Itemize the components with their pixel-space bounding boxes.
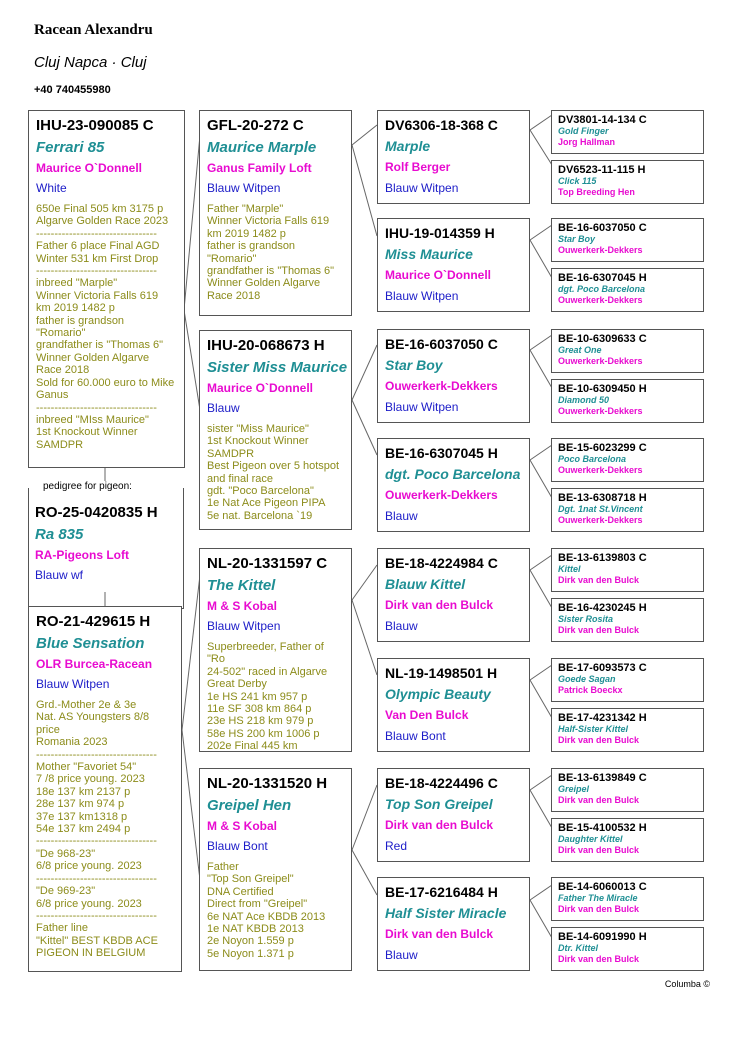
grandparent-card[interactable]: [199, 548, 352, 752]
pedigree-label: pedigree for pigeon:: [40, 481, 135, 492]
grandparent-color: Blauw Witpen: [207, 181, 281, 195]
gg-grandparent-name: Kittel: [558, 564, 581, 574]
great-grandparent-card[interactable]: [377, 218, 530, 312]
great-grandparent-ring: BE-16-6307045 H: [385, 445, 498, 461]
great-grandparent-breeder: Van Den Bulck: [385, 708, 469, 722]
great-grandparent-card[interactable]: [377, 329, 530, 423]
father-name: Ferrari 85: [36, 139, 105, 156]
gg-grandparent-breeder: Dirk van den Bulck: [558, 795, 640, 805]
mother-name: Blue Sensation: [36, 635, 145, 652]
gg-grandparent-ring: BE-14-6091990 H: [558, 931, 647, 943]
great-grandparent-color: Blauw Witpen: [385, 181, 459, 195]
great-grandparent-card[interactable]: [377, 548, 530, 642]
great-grandparent-name: Olympic Beauty: [385, 686, 491, 702]
gg-grandparent-card[interactable]: [551, 268, 704, 312]
owner-city: Cluj Napca · Cluj: [34, 54, 147, 71]
gg-grandparent-breeder: Dirk van den Bulck: [558, 845, 640, 855]
gg-grandparent-breeder: Dirk van den Bulck: [558, 954, 640, 964]
gg-grandparent-breeder: Dirk van den Bulck: [558, 625, 640, 635]
gg-grandparent-name: Goede Sagan: [558, 674, 616, 684]
great-grandparent-color: Blauw: [385, 619, 418, 633]
gg-grandparent-card[interactable]: [551, 548, 704, 592]
gg-grandparent-name: Diamond 50: [558, 395, 610, 405]
father-breeder: Maurice O`Donnell: [36, 161, 143, 175]
grandparent-card[interactable]: [199, 110, 352, 316]
great-grandparent-name: Blauw Kittel: [385, 576, 466, 592]
great-grandparent-breeder: Dirk van den Bulck: [385, 598, 494, 612]
grandparent-name: The Kittel: [207, 577, 276, 594]
grandparent-breeder: M & S Kobal: [207, 599, 278, 613]
gg-grandparent-name: Poco Barcelona: [558, 454, 627, 464]
gg-grandparent-ring: BE-16-6307045 H: [558, 272, 647, 284]
mother-color: Blauw Witpen: [36, 677, 110, 691]
gg-grandparent-ring: BE-14-6060013 C: [558, 881, 647, 893]
great-grandparent-ring: IHU-19-014359 H: [385, 225, 495, 241]
great-grandparent-breeder: Dirk van den Bulck: [385, 927, 494, 941]
great-grandparent-ring: BE-17-6216484 H: [385, 884, 498, 900]
footer-credit: Columba ©: [664, 979, 710, 989]
gg-grandparent-name: Half-Sister Kittel: [558, 724, 629, 734]
great-grandparent-color: Blauw: [385, 948, 418, 962]
subject-card[interactable]: [28, 498, 182, 592]
great-grandparent-card[interactable]: [377, 877, 530, 971]
gg-grandparent-card[interactable]: [551, 927, 704, 971]
grandparent-breeder: Maurice O`Donnell: [207, 381, 314, 395]
mother-ring: RO-21-429615 H: [36, 613, 151, 630]
gg-grandparent-breeder: Patrick Boeckx: [558, 685, 623, 695]
great-grandparent-ring: DV6306-18-368 C: [385, 117, 498, 133]
gg-grandparent-name: Greipel: [558, 784, 590, 794]
great-grandparent-name: Half Sister Miracle: [385, 905, 507, 921]
grandparent-breeder: M & S Kobal: [207, 819, 278, 833]
great-grandparent-name: Top Son Greipel: [385, 796, 493, 812]
grandparent-notes: Father "Top Son Greipel" DNA Certified Direct from "Greipel" 6e NAT Ace KBDB 2013 1e NAT KBDB 2013 2e Noyon 1.559 p 5e Noyon 1.371 p: [207, 861, 326, 960]
gg-grandparent-name: Sister Rosita: [558, 614, 614, 624]
grandparent-breeder: Ganus Family Loft: [207, 161, 312, 175]
great-grandparent-color: Blauw Witpen: [385, 289, 459, 303]
gg-grandparent-name: Dtr. Kittel: [558, 943, 599, 953]
subject-ring: RO-25-0420835 H: [35, 504, 158, 521]
great-grandparent-color: Red: [385, 839, 408, 853]
gg-grandparent-name: dgt. Poco Barcelona: [558, 284, 646, 294]
gg-grandparent-ring: BE-17-6093573 C: [558, 662, 647, 674]
great-grandparent-ring: NL-19-1498501 H: [385, 665, 498, 681]
gg-grandparent-card[interactable]: [551, 598, 704, 642]
gg-grandparent-card[interactable]: [551, 329, 704, 373]
great-grandparent-ring: BE-18-4224984 C: [385, 555, 498, 571]
gg-grandparent-ring: BE-13-6139803 C: [558, 552, 647, 564]
gg-grandparent-ring: BE-15-4100532 H: [558, 822, 647, 834]
gg-grandparent-card[interactable]: [551, 768, 704, 812]
gg-grandparent-card[interactable]: [551, 438, 704, 482]
subject-breeder: RA-Pigeons Loft: [35, 548, 129, 562]
owner-name: Racean Alexandru: [34, 22, 153, 38]
gg-grandparent-breeder: Dirk van den Bulck: [558, 735, 640, 745]
great-grandparent-breeder: Ouwerkerk-Dekkers: [385, 379, 498, 393]
grandparent-name: Sister Miss Maurice: [207, 359, 348, 376]
grandparent-name: Greipel Hen: [207, 797, 292, 814]
great-grandparent-name: dgt. Poco Barcelona: [385, 466, 521, 482]
gg-grandparent-ring: BE-16-4230245 H: [558, 602, 647, 614]
gg-grandparent-name: Star Boy: [558, 234, 596, 244]
mother-notes: Grd.-Mother 2e & 3e Nat. AS Youngsters 8/8 price Romania 2023 --------------------------------- Mother "Favoriet 54" 7 /8 price young. 2023 18e 137 km 2137 p 28e 137 km 974 p 37e 137 km1318 p 54e 137 km 2494 p --------------------------------- "De 968-23" 6/8 price young. 2023 --------------------------------- "De 969-23" 6/8 price young. 2023 --------------------------------- Father line "Kittel" BEST KBDB ACE PIGEON IN BELGIUM: [36, 699, 158, 960]
great-grandparent-card[interactable]: [377, 768, 530, 862]
gg-grandparent-ring: BE-10-6309633 C: [558, 333, 647, 345]
grandparent-ring: GFL-20-272 C: [207, 117, 304, 134]
gg-grandparent-card[interactable]: [551, 379, 704, 423]
gg-grandparent-breeder: Ouwerkerk-Dekkers: [558, 356, 643, 366]
father-card[interactable]: [28, 110, 185, 468]
gg-grandparent-ring: DV6523-11-115 H: [558, 164, 646, 176]
gg-grandparent-name: Father The Miracle: [558, 893, 638, 903]
gg-grandparent-breeder: Dirk van den Bulck: [558, 575, 640, 585]
gg-grandparent-card[interactable]: [551, 877, 704, 921]
subject-color: Blauw wf: [35, 568, 84, 582]
gg-grandparent-breeder: Ouwerkerk-Dekkers: [558, 245, 643, 255]
gg-grandparent-card[interactable]: [551, 488, 704, 532]
grandparent-notes: sister "Miss Maurice" 1st Knockout Winner SAMDPR Best Pigeon over 5 hotspot and final race gdt. "Poco Barcelona" 1e Nat Ace Pigeon PIPA 5e nat. Barcelona `19: [207, 423, 340, 522]
gg-grandparent-name: Dgt. 1nat St.Vincent: [558, 504, 643, 514]
great-grandparent-name: Marple: [385, 138, 431, 154]
gg-grandparent-breeder: Ouwerkerk-Dekkers: [558, 295, 643, 305]
great-grandparent-breeder: Ouwerkerk-Dekkers: [385, 488, 498, 502]
gg-grandparent-name: Daughter Kittel: [558, 834, 623, 844]
gg-grandparent-ring: BE-16-6037050 C: [558, 222, 647, 234]
great-grandparent-breeder: Dirk van den Bulck: [385, 818, 494, 832]
mother-breeder: OLR Burcea-Racean: [36, 657, 153, 671]
grandparent-color: Blauw Witpen: [207, 619, 281, 633]
grandparent-notes: Superbreeder, Father of "Ro 24-502" raced in Algarve Great Derby 1e HS 241 km 957 p 11e SF 308 km 864 p 23e HS 218 km 979 p 58e HS 200 km 1006 p 202e Final 445 km: [207, 641, 328, 752]
gg-grandparent-ring: BE-13-6308718 H: [558, 492, 647, 504]
grandparent-ring: NL-20-1331520 H: [207, 775, 328, 792]
gg-grandparent-card[interactable]: [551, 160, 704, 204]
gg-grandparent-breeder: Ouwerkerk-Dekkers: [558, 515, 643, 525]
father-notes: 650e Final 505 km 3175 p Algarve Golden Race 2023 --------------------------------- Father 6 place Final AGD Winter 531 km First Drop --------------------------------- inbreed "Marple" Winner Victoria Falls 619 km 2019 1482 p father is grandson "Romario" grandfather is "Thomas 6" Winner Golden Algarve Race 2018 Sold for 60.000 euro to Mike Ganus --------------------------------- inbreed "MIss Maurice" 1st Knockout Winner SAMDPR: [36, 203, 175, 451]
grandparent-notes: Father "Marple" Winner Victoria Falls 619 km 2019 1482 p father is grandson "Romario" grandfather is "Thomas 6" Winner Golden Algarve Race 2018: [207, 203, 335, 302]
father-ring: IHU-23-090085 C: [36, 117, 154, 134]
great-grandparent-breeder: Maurice O`Donnell: [385, 268, 492, 282]
gg-grandparent-ring: DV3801-14-134 C: [558, 114, 647, 126]
gg-grandparent-name: Gold Finger: [558, 126, 609, 136]
great-grandparent-ring: BE-16-6037050 C: [385, 336, 498, 352]
gg-grandparent-ring: BE-15-6023299 C: [558, 442, 647, 454]
great-grandparent-name: Star Boy: [385, 357, 443, 373]
gg-grandparent-ring: BE-10-6309450 H: [558, 383, 647, 395]
grandparent-card[interactable]: [199, 768, 352, 971]
gg-grandparent-card[interactable]: [551, 658, 704, 702]
gg-grandparent-breeder: Top Breeding Hen: [558, 187, 635, 197]
gg-grandparent-card[interactable]: [551, 110, 704, 154]
mother-card[interactable]: [28, 606, 182, 972]
great-grandparent-color: Blauw Witpen: [385, 400, 459, 414]
grandparent-name: Maurice Marple: [207, 139, 317, 156]
great-grandparent-ring: BE-18-4224496 C: [385, 775, 498, 791]
subject-name: Ra 835: [35, 526, 84, 543]
great-grandparent-card[interactable]: [377, 438, 530, 532]
gg-grandparent-ring: BE-13-6139849 C: [558, 772, 647, 784]
gg-grandparent-breeder: Dirk van den Bulck: [558, 904, 640, 914]
gg-grandparent-breeder: Ouwerkerk-Dekkers: [558, 406, 643, 416]
father-color: White: [36, 181, 67, 195]
gg-grandparent-name: Great One: [558, 345, 602, 355]
grandparent-ring: NL-20-1331597 C: [207, 555, 328, 572]
great-grandparent-card[interactable]: [377, 658, 530, 752]
gg-grandparent-card[interactable]: [551, 708, 704, 752]
gg-grandparent-breeder: Ouwerkerk-Dekkers: [558, 465, 643, 475]
great-grandparent-color: Blauw: [385, 509, 418, 523]
gg-grandparent-card[interactable]: [551, 818, 704, 862]
grandparent-card[interactable]: [199, 330, 352, 530]
great-grandparent-color: Blauw Bont: [385, 729, 446, 743]
owner-phone: +40 740455980: [34, 84, 111, 96]
gg-grandparent-breeder: Jorg Hallman: [558, 137, 616, 147]
grandparent-color: Blauw: [207, 401, 240, 415]
gg-grandparent-card[interactable]: [551, 218, 704, 262]
gg-grandparent-ring: BE-17-4231342 H: [558, 712, 647, 724]
great-grandparent-card[interactable]: [377, 110, 530, 204]
grandparent-ring: IHU-20-068673 H: [207, 337, 325, 354]
great-grandparent-name: Miss Maurice: [385, 246, 473, 262]
gg-grandparent-name: Click 115: [558, 176, 597, 186]
grandparent-color: Blauw Bont: [207, 839, 268, 853]
great-grandparent-breeder: Rolf Berger: [385, 160, 451, 174]
